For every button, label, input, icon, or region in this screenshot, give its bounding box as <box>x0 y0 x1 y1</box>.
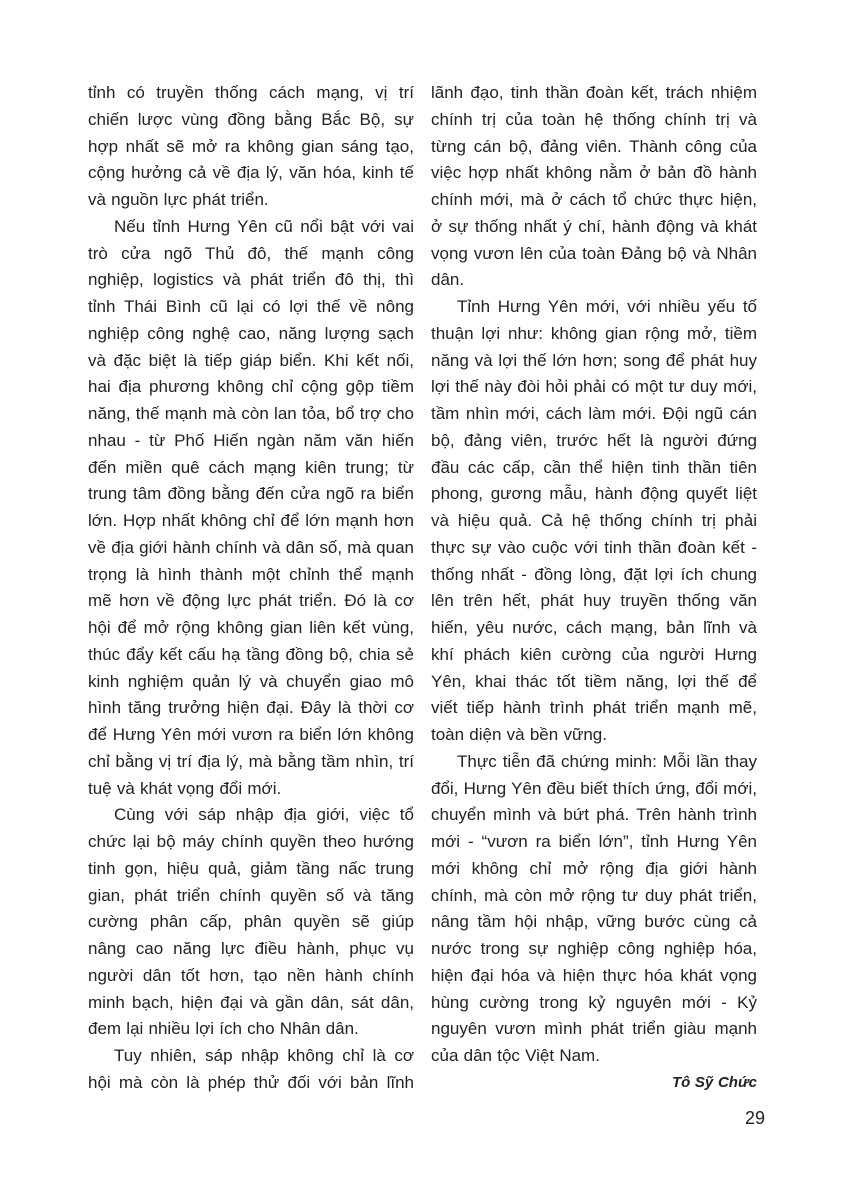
paragraph: Thực tiễn đã chứng minh: Mỗi lần thay đổi, Hưng Yên đều biết thích ứng, đổi mới, chuyển mình và bứt phá. Trên hành trình mới - “vươn ra biển lớn”, tỉnh Hưng Yên mới không chỉ mở rộng địa giới hành chính, mà còn mở rộng tư duy phát triển, nâng tầm hội nhập, vững bước cùng cả nước trong sự nghiệp công nghiệp hóa, hiện đại hóa và hiện thực hóa khát vọng hùng cường trong kỷ nguyên mới - Kỷ nguyên vươn mình phát triển giàu mạnh của dân tộc Việt Nam. <box>431 751 757 1065</box>
page-number: 29 <box>744 1108 765 1128</box>
paragraph: Tỉnh Hưng Yên mới, với nhiều yếu tố thuận lợi như: không gian rộng mở, tiềm năng và lợi thế lớn hơn; song để phát huy lợi thế này đòi hỏi phải có một tư duy mới, tầm nhìn mới, cách làm mới. Đội ngũ cán bộ, đảng viên, trước hết là người đứng đầu các cấp, cần thể hiện tinh thần tiên phong, gương mẫu, hành động quyết liệt và hiệu quả. Cả hệ thống chính trị phải thực sự vào cuộc với tinh thần đoàn kết - thống nhất - đồng lòng, đặt lợi ích chung lên trên hết, phát huy truyền thống văn hiến, yêu nước, cách mạng, bản lĩnh và khí phách kiên cường của người Hưng Yên, khai thác tốt tiềm năng, lợi thế để viết tiếp hành trình phát triển mạnh mẽ, toàn diện và bền vững. <box>431 297 757 744</box>
paragraph-continues: Tuy nhiên, sáp nhập không chỉ là cơ hội mà còn là phép thử đối với bản lĩnh <box>88 1046 414 1092</box>
right-column <box>431 80 757 1094</box>
paragraph-continued: tỉnh có truyền thống cách mạng, vị trí chiến lược vùng đồng bằng Bắc Bộ, sự hợp nhất sẽ mở ra không gian sáng tạo, cộng hưởng cả về địa lý, văn hóa, kinh tế và nguồn lực phát triển. <box>88 83 414 209</box>
paragraph: Nếu tỉnh Hưng Yên cũ nổi bật với vai trò cửa ngõ Thủ đô, thế mạnh công nghiệp, logistics và phát triển đô thị, thì tỉnh Thái Bình cũ lại có lợi thế về nông nghiệp công nghệ cao, năng lượng sạch và đặc biệt là tiếp giáp biển. Khi kết nối, hai địa phương không chỉ cộng gộp tiềm năng, thế mạnh mà còn lan tỏa, bổ trợ cho nhau - từ Phố Hiến ngàn năm văn hiến đến miền quê cách mạng kiên trung; từ trung tâm đồng bằng đến cửa ngõ ra biển lớn. Hợp nhất không chỉ để lớn mạnh hơn về địa giới hành chính và dân số, mà quan trọng là hình thành một chỉnh thể mạnh mẽ hơn về động lực phát triển. Đó là cơ hội để mở rộng không gian liên kết vùng, thúc đẩy kết cấu hạ tầng đồng bộ, chia sẻ kinh nghiệm quản lý và chuyển giao mô hình tăng trưởng hiện đại. Đây là thời cơ để Hưng Yên mới vươn ra biển lớn không chỉ bằng vị trí địa lý, mà bằng tầm nhìn, trí tuệ và khát vọng đổi mới. <box>88 216 414 798</box>
paragraph: Cùng với sáp nhập địa giới, việc tổ chức lại bộ máy chính quyền theo hướng tinh gọn, hiệu quả, giảm tầng nấc trung gian, phát triển chính quyền số và tăng cường phân cấp, phân quyền sẽ giúp nâng cao năng lực điều hành, phục vụ người dân tốt hơn, tạo nền hành chính minh bạch, hiện đại và gần dân, sát dân, đem lại nhiều lợi ích cho Nhân dân. <box>88 805 414 1039</box>
author-signature: Tô Sỹ Chức <box>671 1073 757 1091</box>
paragraph-continued: lãnh đạo, tinh thần đoàn kết, trách nhiệm chính trị của toàn hệ thống chính trị và từng cán bộ, đảng viên. Thành công của việc hợp nhất không nằm ở bản đồ hành chính mới, mà ở cách tổ chức thực hiện, ở sự thống nhất ý chí, hành động và khát vọng vươn lên của toàn Đảng bộ và Nhân dân. <box>431 83 757 290</box>
left-column <box>88 80 414 1123</box>
